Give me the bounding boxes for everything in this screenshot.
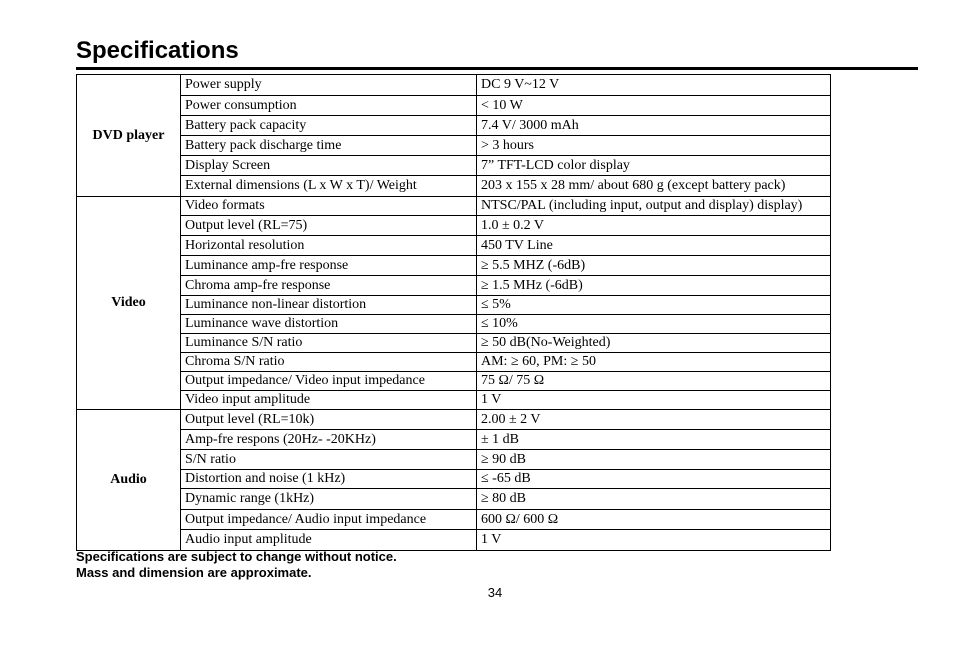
table-row	[77, 276, 831, 296]
table-row	[77, 334, 831, 353]
table-row	[77, 391, 831, 410]
spec-value: ≥ 90 dB	[477, 450, 831, 470]
table-row	[77, 510, 831, 530]
table-row	[77, 410, 831, 430]
table-row	[77, 75, 831, 96]
spec-value: 600 Ω/ 600 Ω	[477, 510, 831, 530]
spec-label: S/N ratio	[181, 450, 477, 470]
spec-label: External dimensions (L x W x T)/ Weight	[181, 176, 477, 197]
spec-label: Output impedance/ Audio input impedance	[181, 510, 477, 530]
spec-value: > 3 hours	[477, 136, 831, 156]
group-label: DVD player	[77, 75, 181, 197]
table-row	[77, 156, 831, 176]
table-row	[77, 256, 831, 276]
spec-value: 7.4 V/ 3000 mAh	[477, 116, 831, 136]
table-row	[77, 353, 831, 372]
table-row	[77, 470, 831, 489]
spec-value: NTSC/PAL (including input, output and display) display)	[477, 197, 831, 216]
spec-label: Luminance non-linear distortion	[181, 296, 477, 315]
table-row	[77, 136, 831, 156]
spec-value: 75 Ω/ 75 Ω	[477, 372, 831, 391]
note-change-notice: Specifications are subject to change without notice.	[76, 549, 397, 564]
spec-value: 450 TV Line	[477, 236, 831, 256]
table-row	[77, 197, 831, 216]
spec-value: 1 V	[477, 391, 831, 410]
spec-label: Audio input amplitude	[181, 530, 477, 551]
table-row	[77, 372, 831, 391]
spec-label: Distortion and noise (1 kHz)	[181, 470, 477, 489]
spec-value: ≥ 1.5 MHz (-6dB)	[477, 276, 831, 296]
table-row	[77, 430, 831, 450]
spec-label: Display Screen	[181, 156, 477, 176]
table-row	[77, 216, 831, 236]
spec-value: ≥ 80 dB	[477, 489, 831, 510]
spec-value: 7” TFT-LCD color display	[477, 156, 831, 176]
note-approximate: Mass and dimension are approximate.	[76, 565, 312, 580]
spec-label: Luminance wave distortion	[181, 315, 477, 334]
spec-label: Luminance amp-fre response	[181, 256, 477, 276]
spec-label: Battery pack capacity	[181, 116, 477, 136]
spec-value: ≥ 5.5 MHZ (-6dB)	[477, 256, 831, 276]
spec-value: DC 9 V~12 V	[477, 75, 831, 96]
spec-value: 1.0 ± 0.2 V	[477, 216, 831, 236]
spec-label: Output impedance/ Video input impedance	[181, 372, 477, 391]
table-row	[77, 450, 831, 470]
table-row	[77, 236, 831, 256]
spec-value: AM: ≥ 60, PM: ≥ 50	[477, 353, 831, 372]
spec-value: ≥ 50 dB(No-Weighted)	[477, 334, 831, 353]
spec-value: ± 1 dB	[477, 430, 831, 450]
spec-value: 2.00 ± 2 V	[477, 410, 831, 430]
spec-label: Luminance S/N ratio	[181, 334, 477, 353]
table-row	[77, 116, 831, 136]
spec-value: ≤ 5%	[477, 296, 831, 315]
spec-label: Battery pack discharge time	[181, 136, 477, 156]
spec-value: 203 x 155 x 28 mm/ about 680 g (except battery pack)	[477, 176, 831, 197]
page-number: 34	[487, 585, 503, 600]
title-divider	[76, 67, 918, 70]
spec-label: Output level (RL=75)	[181, 216, 477, 236]
table-row	[77, 96, 831, 116]
table-row	[77, 176, 831, 197]
spec-value: ≤ -65 dB	[477, 470, 831, 489]
spec-label: Video formats	[181, 197, 477, 216]
spec-label: Power supply	[181, 75, 477, 96]
group-label: Video	[77, 197, 181, 410]
spec-label: Power consumption	[181, 96, 477, 116]
table-row	[77, 315, 831, 334]
notes	[76, 549, 397, 581]
spec-label: Output level (RL=10k)	[181, 410, 477, 430]
spec-value: < 10 W	[477, 96, 831, 116]
spec-label: Video input amplitude	[181, 391, 477, 410]
group-label: Audio	[77, 410, 181, 551]
table-row	[77, 530, 831, 551]
spec-label: Dynamic range (1kHz)	[181, 489, 477, 510]
spec-value: 1 V	[477, 530, 831, 551]
table-row	[77, 489, 831, 510]
page-title: Specifications	[76, 37, 239, 64]
spec-label: Horizontal resolution	[181, 236, 477, 256]
spec-label: Chroma amp-fre response	[181, 276, 477, 296]
spec-label: Amp-fre respons (20Hz- -20KHz)	[181, 430, 477, 450]
specifications-table	[76, 74, 831, 551]
spec-label: Chroma S/N ratio	[181, 353, 477, 372]
spec-value: ≤ 10%	[477, 315, 831, 334]
table-row	[77, 296, 831, 315]
